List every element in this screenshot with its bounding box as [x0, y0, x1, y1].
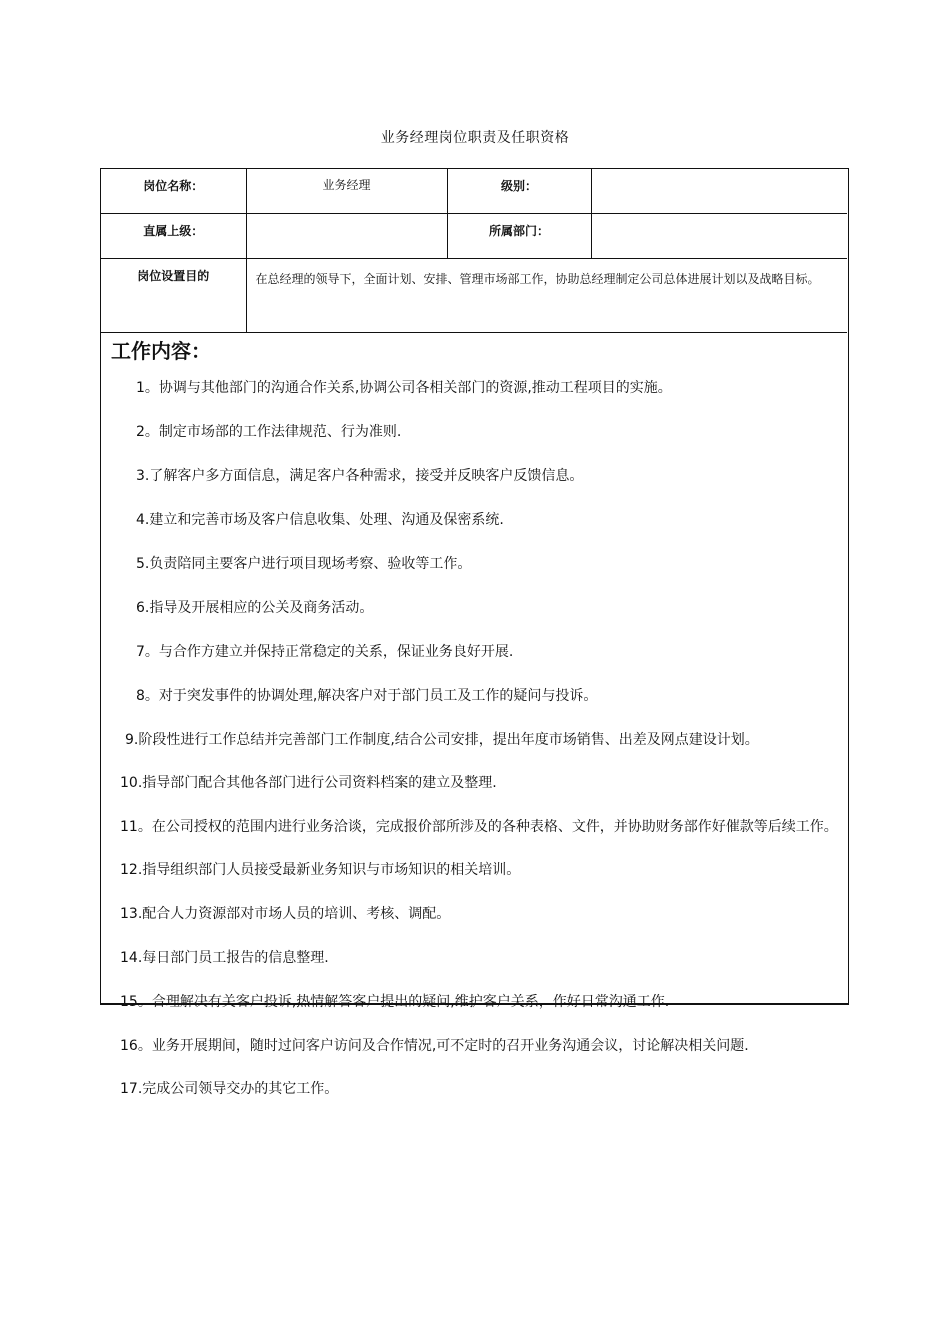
level-label: 级别：	[447, 169, 591, 213]
work-items-list	[110, 374, 840, 1119]
work-item: 17.完成公司领导交办的其它工作。	[120, 1081, 339, 1097]
work-item: 7。与合作方建立并保持正常稳定的关系，保证业务良好开展.	[136, 644, 514, 660]
work-item: 10.指导部门配合其他各部门进行公司资料档案的建立及整理.	[120, 775, 497, 791]
department-value	[591, 213, 847, 258]
work-item: 6.指导及开展相应的公关及商务活动。	[136, 600, 374, 616]
work-item: 1。协调与其他部门的沟通合作关系,协调公司各相关部门的资源,推动工程项目的实施。	[136, 380, 672, 396]
work-item: 13.配合人力资源部对市场人员的培训、考核、调配。	[120, 906, 451, 922]
work-item: 9.阶段性进行工作总结并完善部门工作制度,结合公司安排，提出年度市场销售、出差及网点建设计划。	[125, 732, 759, 748]
purpose-label: 岗位设置目的	[101, 258, 246, 332]
position-info-table	[101, 169, 847, 333]
department-label: 所属部门：	[447, 213, 591, 258]
superior-value	[246, 213, 447, 258]
work-content-heading: 工作内容：	[111, 339, 211, 363]
work-item: 2。制定市场部的工作法律规范、行为准则.	[136, 424, 402, 440]
work-item: 4.建立和完善市场及客户信息收集、处理、沟通及保密系统.	[136, 512, 504, 528]
work-item: 14.每日部门员工报告的信息整理.	[120, 950, 329, 966]
work-item: 15。合理解决有关客户投诉,热情解答客户提出的疑问,维护客户关系，作好日常沟通工作.	[120, 994, 670, 1010]
work-item: 5.负责陪同主要客户进行项目现场考察、验收等工作。	[136, 556, 472, 572]
work-item: 12.指导组织部门人员接受最新业务知识与市场知识的相关培训。	[120, 862, 521, 878]
work-item: 3.了解客户多方面信息，满足客户各种需求，接受并反映客户反馈信息。	[136, 468, 584, 484]
position-name-value: 业务经理	[246, 169, 447, 213]
work-item: 16。业务开展期间，随时过问客户访问及合作情况,可不定时的召开业务沟通会议，讨论解决相关问题.	[120, 1038, 749, 1054]
purpose-value: 在总经理的领导下，全面计划、安排、管理市场部工作，协助总经理制定公司总体进展计划以及战略目标。	[246, 258, 847, 332]
document-title: 业务经理岗位职责及任职资格	[380, 130, 570, 146]
level-value	[591, 169, 847, 213]
job-description-sheet	[100, 168, 849, 1097]
work-item: 8。对于突发事件的协调处理,解决客户对于部门员工及工作的疑问与投诉。	[136, 688, 598, 704]
superior-label: 直属上级：	[101, 213, 246, 258]
work-item: 11。在公司授权的范围内进行业务洽谈，完成报价部所涉及的各种表格、文件，并协助财务部作好催款等后续工作。	[120, 819, 838, 835]
position-name-label: 岗位名称：	[101, 169, 246, 213]
